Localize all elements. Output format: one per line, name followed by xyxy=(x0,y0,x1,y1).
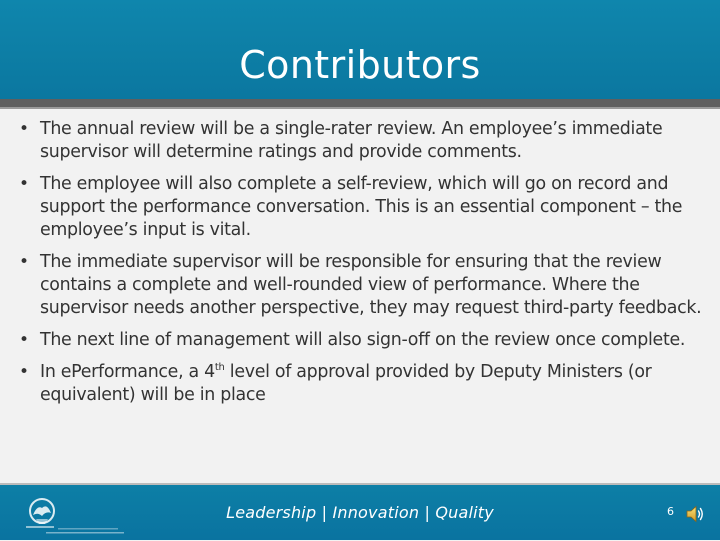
bullet-item xyxy=(18,329,708,352)
bullet-text: The annual review will be a single-rater review. An employee’s immediate supervisor will determine ratings and provide comments. xyxy=(40,119,663,162)
title-separator-band xyxy=(0,99,720,107)
bullet-text: The next line of management will also sign-off on the review once complete. xyxy=(40,330,686,350)
speaker-icon[interactable] xyxy=(684,502,708,526)
bullet-item xyxy=(18,251,708,320)
bullet-marker: • xyxy=(19,362,29,382)
ordinal-superscript: th xyxy=(214,362,225,374)
bullet-text-start: In ePerformance, a 4 xyxy=(40,362,215,382)
footer-tagline: Leadership | Innovation | Quality xyxy=(226,503,494,522)
slide-title: Contributors xyxy=(239,43,481,87)
title-bar xyxy=(0,0,720,99)
bullet-marker: • xyxy=(19,119,29,139)
bullet-marker: • xyxy=(19,330,29,350)
bullet-marker: • xyxy=(19,174,29,194)
bullet-item xyxy=(18,118,708,164)
footer-bar xyxy=(0,485,720,540)
title-separator-line xyxy=(0,107,720,109)
bullet-marker: • xyxy=(19,252,29,272)
bullet-text: The immediate supervisor will be responsible for ensuring that the review contains a complete and well-rounded view of performance. Where the supervisor needs another perspective, they may request third-party feedback. xyxy=(40,252,702,318)
bullet-text-end: level of approval provided by Deputy Ministers (or equivalent) will be in place xyxy=(40,362,652,405)
bullet-text: The employee will also complete a self-review, which will go on record and support the performance conversation. This is an essential component – the employee’s input is vital. xyxy=(40,174,683,240)
slide-number: 6 xyxy=(667,505,674,518)
bullet-item xyxy=(18,361,708,407)
bullet-list xyxy=(18,118,708,416)
bullet-item xyxy=(18,173,708,242)
